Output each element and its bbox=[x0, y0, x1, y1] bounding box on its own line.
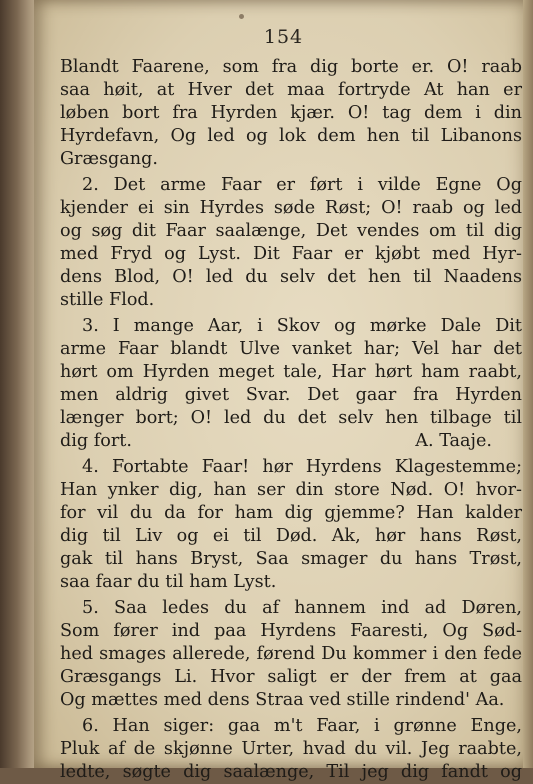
text-line: hørt om Hyrden meget tale, Har hørt ham raabt, bbox=[60, 362, 522, 382]
text-line: dig fort. bbox=[60, 431, 132, 451]
text-line: kjender ei sin Hyrdes søde Røst; O! raab og led bbox=[60, 198, 522, 218]
author-signature: A. Taaje. bbox=[415, 431, 492, 451]
paper-spot bbox=[239, 14, 244, 19]
text-line: og søg dit Faar saalænge, Det vendes om til dig bbox=[60, 221, 522, 241]
text-line: saa høit, at Hver det maa fortryde At han er bbox=[60, 80, 522, 100]
text-line: med Fryd og Lyst. Dit Faar er kjøbt med Hyr- bbox=[60, 244, 522, 264]
verse-2-start: 2. Det arme Faar er ført i vilde Egne Og bbox=[82, 175, 522, 195]
text-line: dens Blod, O! led du selv det hen til Naadens bbox=[60, 267, 522, 287]
text-line: Og mættes med dens Straa ved stille rindend' Aa. bbox=[60, 690, 505, 710]
text-line: dig til Liv og ei til Død. Ak, hør hans Røst, bbox=[60, 526, 522, 546]
text-line: hed smages allerede, førend Du kommer i den fede bbox=[60, 644, 522, 664]
verse-4-start: 4. Fortabte Faar! hør Hyrdens Klagestemme; bbox=[82, 457, 522, 477]
text-line: for vil du da for ham dig gjemme? Han kalder bbox=[60, 503, 522, 523]
text-line: arme Faar blandt Ulve vanket har; Vel har det bbox=[60, 339, 522, 359]
page-number: 154 bbox=[263, 26, 304, 48]
text-line: løben bort fra Hyrden kjær. O! tag dem i din bbox=[60, 103, 522, 123]
page-right-edge bbox=[523, 0, 533, 768]
text-line-with-signature bbox=[60, 430, 522, 453]
text-line: Græsgangs Li. Hvor saligt er der frem at gaa bbox=[60, 667, 522, 687]
verse-3-start: 3. I mange Aar, i Skov og mørke Dale Dit bbox=[82, 316, 522, 336]
text-line: Blandt Faarene, som fra dig borte er. O! raab bbox=[60, 57, 522, 77]
text-line: Græsgang. bbox=[60, 149, 158, 169]
text-line: ledte, søgte dig saalænge, Til jeg dig fandt og bbox=[60, 762, 522, 782]
text-line: saa faar du til ham Lyst. bbox=[60, 572, 277, 592]
text-line: stille Flod. bbox=[60, 290, 155, 310]
verse-6-start: 6. Han siger: gaa m't Faar, i grønne Enge, bbox=[82, 716, 522, 736]
text-line: længer bort; O! led du det selv hen tilbage til bbox=[60, 408, 522, 428]
hymn-text bbox=[60, 56, 522, 784]
text-line: Pluk af de skjønne Urter, hvad du vil. Jeg raabte, bbox=[60, 739, 522, 759]
text-line: Han ynker dig, han ser din store Nød. O! hvor- bbox=[60, 480, 522, 500]
text-line: gak til hans Bryst, Saa smager du hans Trøst, bbox=[60, 549, 522, 569]
text-line: men aldrig givet Svar. Det gaar fra Hyrden bbox=[60, 385, 522, 405]
text-line: Som fører ind paa Hyrdens Faaresti, Og Sød- bbox=[60, 621, 522, 641]
verse-5-start: 5. Saa ledes du af hannem ind ad Døren, bbox=[82, 598, 522, 618]
text-line: Hyrdefavn, Og led og lok dem hen til Libanons bbox=[60, 126, 522, 146]
